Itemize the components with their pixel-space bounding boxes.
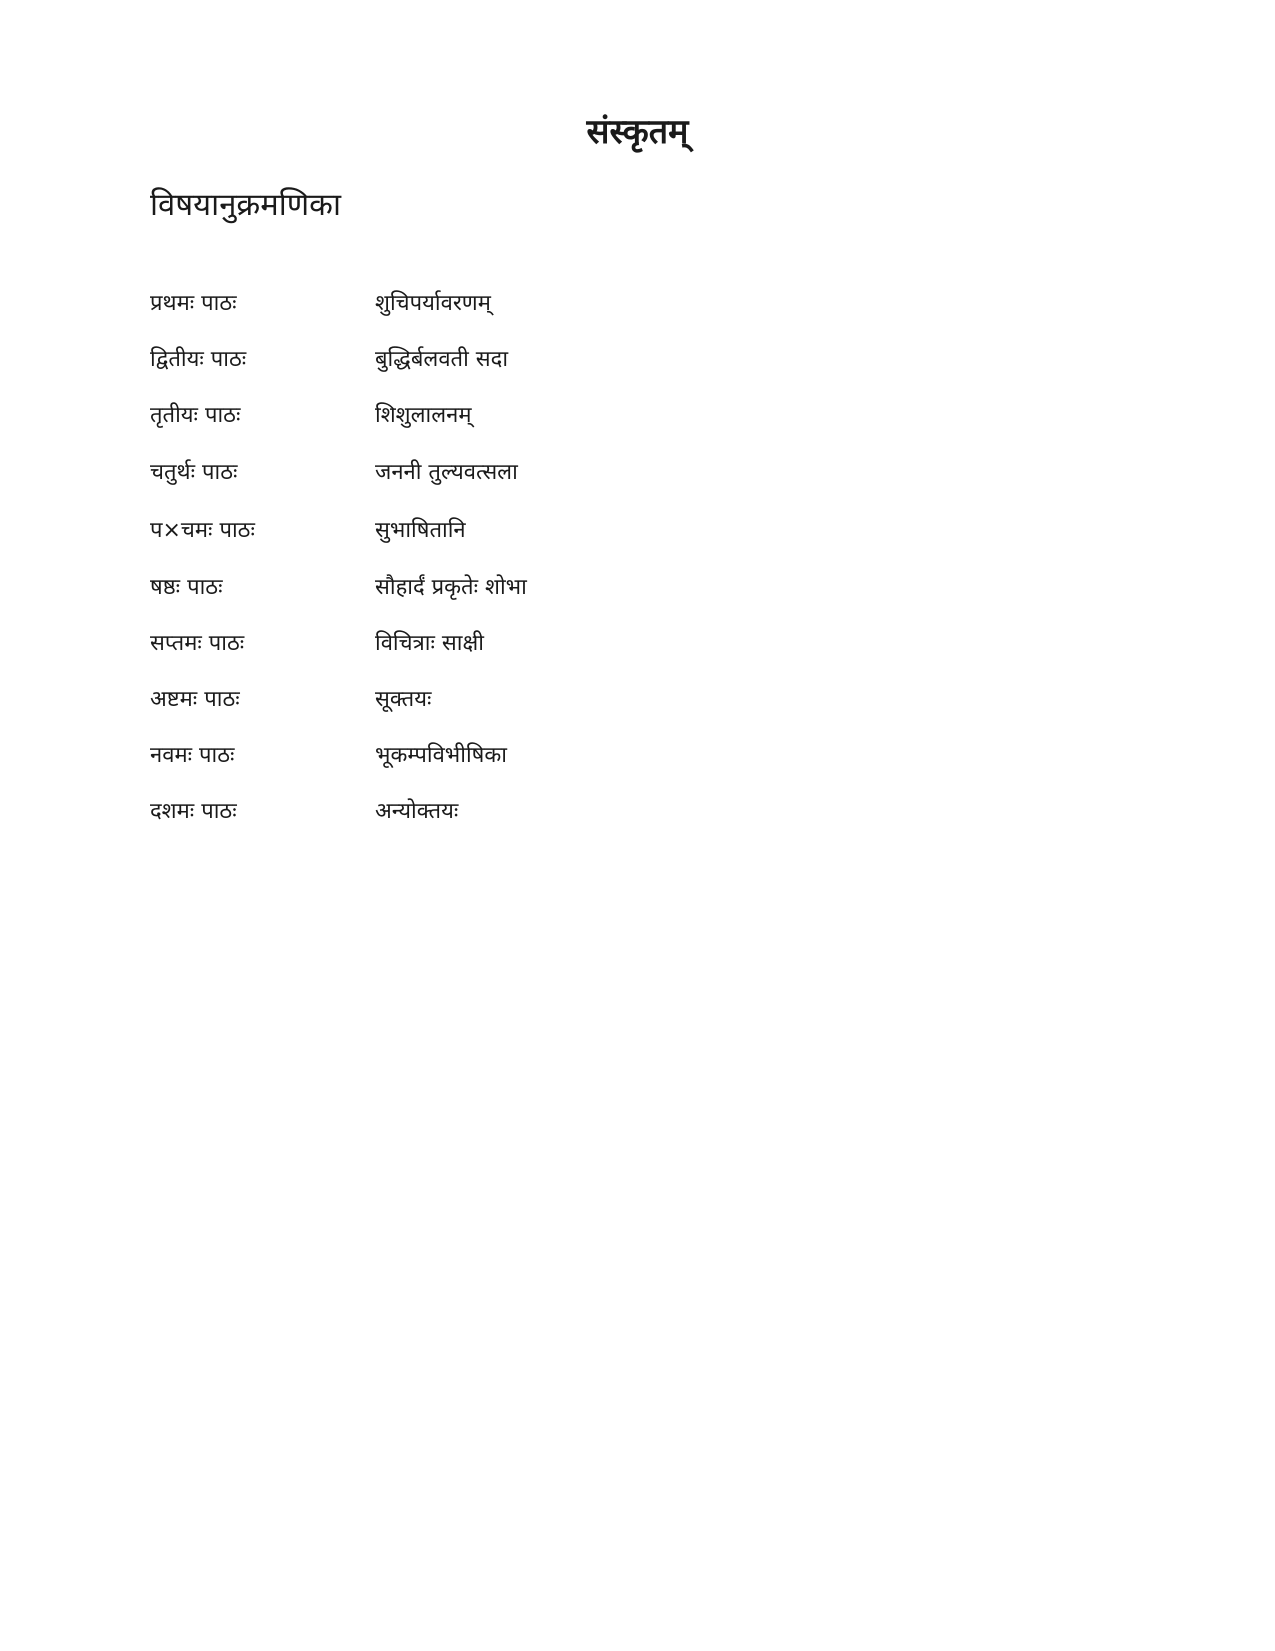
lesson-number: द्वितीयः पाठः <box>150 347 247 372</box>
toc-entry <box>150 274 850 330</box>
toc-entry <box>150 726 850 782</box>
lesson-number: षष्ठः पाठः <box>150 575 223 600</box>
lesson-number: तृतीयः पाठः <box>150 403 241 428</box>
toc-entry <box>150 442 850 500</box>
toc-entry <box>150 330 850 386</box>
lesson-number: नवमः पाठः <box>150 743 235 768</box>
lesson-title: शिशुलालनम् <box>375 403 472 428</box>
lesson-title: बुद्धिर्बलवती सदा <box>375 347 509 372</box>
contents-heading: विषयानुक्रमणिका <box>150 187 342 223</box>
lesson-number: प्रथमः पाठः <box>150 291 237 316</box>
lesson-number: चतुर्थः पाठः <box>150 460 238 485</box>
lesson-number: दशमः पाठः <box>150 799 237 824</box>
toc-entry <box>150 386 850 442</box>
lesson-title: सुभाषितानि <box>375 518 466 543</box>
table-of-contents <box>150 274 850 838</box>
lesson-title: शुचिपर्यावरणम् <box>375 291 491 316</box>
toc-entry <box>150 558 850 614</box>
toc-entry <box>150 500 850 558</box>
lesson-number: सप्तमः पाठः <box>150 631 245 656</box>
lesson-number: प×चमः पाठः <box>150 518 255 543</box>
lesson-number: अष्टमः पाठः <box>150 687 240 712</box>
toc-entry <box>150 614 850 670</box>
lesson-title: विचित्राः साक्षी <box>375 631 484 656</box>
document-title: संस्कृतम् <box>586 112 689 152</box>
lesson-title: सूक्तयः <box>375 687 432 712</box>
lesson-title: भूकम्पविभीषिका <box>375 743 507 768</box>
lesson-title: सौहार्दं प्रकृतेः शोभा <box>375 575 527 600</box>
lesson-title: जननी तुल्यवत्सला <box>375 460 518 485</box>
lesson-title: अन्योक्तयः <box>375 799 459 824</box>
toc-entry <box>150 782 850 838</box>
toc-entry <box>150 670 850 726</box>
